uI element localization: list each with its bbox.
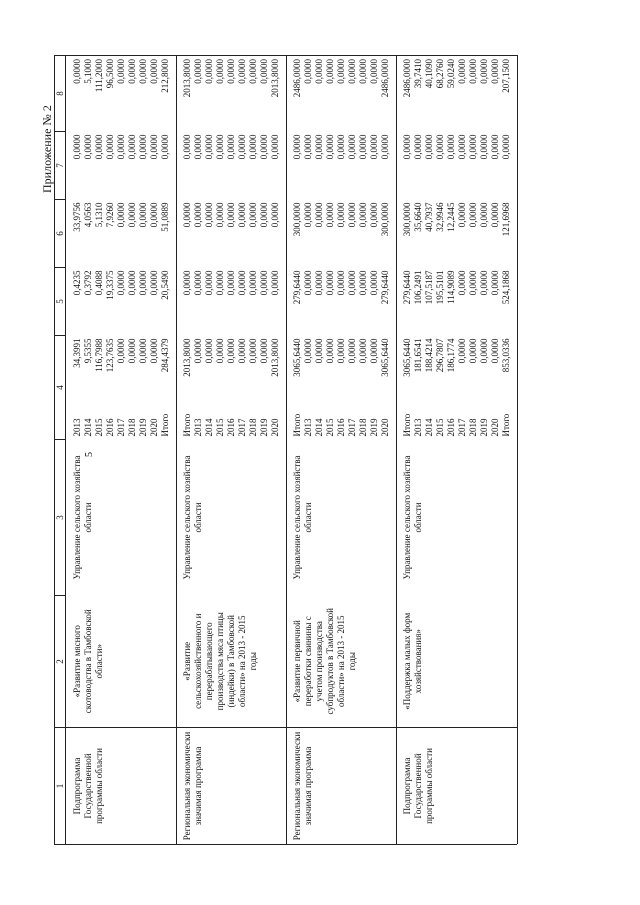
- value-cell: 0,0000: [204, 270, 214, 296]
- value-cell: 0,0000: [303, 202, 313, 228]
- value-cell: 0,0000: [149, 338, 159, 364]
- value-cell: 2020: [380, 418, 390, 437]
- year-list: [287, 404, 397, 440]
- value-cell: 0,0000: [127, 338, 137, 364]
- value-cell: 0,0000: [468, 202, 478, 228]
- value-cell: 0,0000: [204, 338, 214, 364]
- value-cell: 0,0000: [237, 270, 247, 296]
- value-cell: 0,0000: [347, 202, 357, 228]
- value-cell: 195,5101: [435, 270, 445, 305]
- value-cell: 0,0000: [325, 59, 335, 84]
- value-cell: 2016: [226, 418, 236, 437]
- col6-values: [66, 200, 177, 268]
- value-cell: 0,0000: [149, 270, 159, 296]
- value-cell: 3065,6440: [292, 338, 302, 377]
- value-cell: 40,1090: [424, 59, 434, 89]
- value-cell: 188,4214: [424, 338, 434, 373]
- value-cell: 114,9089: [446, 270, 456, 304]
- value-cell: 0,0000: [237, 202, 247, 228]
- value-cell: 2018: [127, 418, 137, 437]
- value-cell: 2013,8000: [270, 338, 280, 377]
- value-cell: 40,7937: [424, 202, 434, 232]
- value-cell: 0,0000: [457, 270, 467, 296]
- value-cell: 0,0000: [259, 270, 269, 296]
- value-cell: 107,5187: [424, 270, 434, 305]
- value-cell: 0,0000: [303, 59, 313, 84]
- value-cell: 0,0000: [325, 270, 335, 296]
- value-cell: 0,0000: [424, 134, 434, 160]
- value-cell: 0,0000: [138, 270, 148, 296]
- value-cell: 0,0000: [204, 202, 214, 228]
- value-cell: 2014: [314, 418, 324, 437]
- value-cell: 0,0000: [138, 338, 148, 364]
- value-cell: 0,0000: [490, 59, 500, 84]
- value-cell: 0,0000: [435, 134, 445, 160]
- value-cell: 0,0000: [468, 338, 478, 364]
- program-executor: Управление сельского хозяйства области: [397, 440, 518, 596]
- value-cell: 0,0000: [204, 59, 214, 84]
- value-cell: 0,0000: [369, 134, 379, 160]
- column-number-6: 6: [55, 200, 66, 268]
- col8-values: [397, 56, 518, 132]
- program-name: «Развитие сельскохозяйственного и перерабатывающего производства мяса птицы (индейки) в Тамбовской области» на 2013 - 2015 годы: [177, 596, 287, 728]
- column-number-7: 7: [55, 132, 66, 200]
- column-number-4: 4: [55, 336, 66, 440]
- value-cell: 0,0000: [479, 59, 489, 84]
- value-cell: 0,0000: [270, 202, 280, 228]
- col8-values: [177, 56, 287, 132]
- value-cell: 0,0000: [479, 270, 489, 296]
- col8-values: [287, 56, 397, 132]
- value-cell: 2019: [259, 418, 269, 437]
- value-cell: 0,0000: [314, 338, 324, 364]
- value-cell: 0,0000: [314, 59, 324, 84]
- value-cell: 0,0000: [149, 59, 159, 84]
- value-cell: 300,0000: [402, 202, 412, 237]
- value-cell: 0,0000: [336, 270, 346, 296]
- value-cell: 0,0000: [325, 134, 335, 160]
- value-cell: 0,0000: [226, 134, 236, 160]
- table-row: [287, 56, 397, 845]
- value-cell: 0,0000: [116, 338, 126, 364]
- value-cell: 0,0000: [347, 59, 357, 84]
- value-cell: 32,9946: [435, 202, 445, 232]
- value-cell: 300,0000: [292, 202, 302, 237]
- column-number-row: [55, 56, 66, 845]
- col4-values: [287, 336, 397, 404]
- col7-values: [397, 132, 518, 200]
- value-cell: 2020: [149, 418, 159, 437]
- program-executor: Управление сельского хозяйства области: [177, 440, 287, 596]
- value-cell: 524,1868: [501, 270, 511, 305]
- value-cell: 2486,0000: [292, 59, 302, 98]
- value-cell: 0,0000: [369, 338, 379, 364]
- value-cell: 0,0000: [413, 134, 423, 160]
- value-cell: 0,0000: [226, 202, 236, 228]
- value-cell: 19,3375: [105, 270, 115, 300]
- col5-values: [397, 268, 518, 336]
- value-cell: 111,2000: [94, 59, 104, 93]
- value-cell: 2020: [270, 418, 280, 437]
- value-cell: 2016: [446, 418, 456, 437]
- value-cell: 0,0000: [380, 134, 390, 160]
- value-cell: 0,0000: [347, 338, 357, 364]
- value-cell: 0,0000: [138, 202, 148, 228]
- value-cell: 2014: [424, 418, 434, 437]
- value-cell: 0,4088: [94, 270, 104, 296]
- table-row: [66, 56, 177, 845]
- value-cell: 0,0000: [336, 59, 346, 84]
- value-cell: 0,0000: [457, 202, 467, 228]
- value-cell: 0,0000: [83, 134, 93, 160]
- value-cell: Итого: [292, 413, 302, 437]
- col6-values: [287, 200, 397, 268]
- value-cell: 0,0000: [490, 338, 500, 364]
- value-cell: 0,0000: [127, 270, 137, 296]
- value-cell: 2018: [358, 418, 368, 437]
- value-cell: 0,0000: [160, 134, 170, 160]
- page-number: 5: [84, 452, 95, 457]
- value-cell: 0,0000: [138, 59, 148, 84]
- value-cell: 0,0000: [457, 338, 467, 364]
- column-number-1: 1: [55, 728, 66, 845]
- value-cell: 186,1774: [446, 338, 456, 373]
- value-cell: 0,0000: [358, 202, 368, 228]
- value-cell: 279,6440: [402, 270, 412, 305]
- value-cell: 3065,6440: [402, 338, 412, 377]
- value-cell: 300,0000: [380, 202, 390, 237]
- value-cell: 12,2445: [446, 202, 456, 232]
- value-cell: 0,0000: [193, 59, 203, 84]
- program-name: «Развитие первичной переработки свинины с учетом производства субпродуктов в Тамбовской области» на 2013 - 2015 годы: [287, 596, 397, 728]
- value-cell: 2013: [193, 418, 203, 437]
- value-cell: 0,0000: [72, 134, 82, 160]
- value-cell: 0,0000: [237, 134, 247, 160]
- value-cell: 2018: [468, 418, 478, 437]
- value-cell: Итого: [182, 413, 192, 437]
- value-cell: 0,0000: [193, 270, 203, 296]
- col4-values: [66, 336, 177, 404]
- value-cell: 0,0000: [94, 134, 104, 160]
- value-cell: 20,5490: [160, 270, 170, 300]
- value-cell: 0,0000: [215, 270, 225, 296]
- value-cell: 0,0000: [182, 202, 192, 228]
- value-cell: 0,0000: [215, 134, 225, 160]
- program-name: «Поддержка малых форм хозяйствования»: [397, 596, 518, 728]
- value-cell: 0,0000: [127, 134, 137, 160]
- value-cell: 0,0000: [314, 270, 324, 296]
- value-cell: 2015: [94, 418, 104, 437]
- value-cell: 0,0000: [248, 270, 258, 296]
- value-cell: 0,0000: [292, 134, 302, 160]
- column-number-2: 2: [55, 596, 66, 728]
- year-list: [177, 404, 287, 440]
- value-cell: 2019: [369, 418, 379, 437]
- value-cell: 2013: [72, 418, 82, 437]
- value-cell: 2486,0000: [380, 59, 390, 98]
- col7-values: [66, 132, 177, 200]
- value-cell: 2014: [83, 418, 93, 437]
- value-cell: 7,9260: [105, 202, 115, 228]
- value-cell: 0,0000: [358, 270, 368, 296]
- value-cell: 2013,8000: [182, 59, 192, 98]
- value-cell: 39,7410: [413, 59, 423, 89]
- value-cell: 59,0240: [446, 59, 456, 89]
- value-cell: 0,0000: [149, 202, 159, 228]
- value-cell: Итого: [160, 413, 170, 437]
- value-cell: 0,0000: [127, 202, 137, 228]
- value-cell: 0,0000: [490, 270, 500, 296]
- value-cell: 0,0000: [215, 59, 225, 84]
- value-cell: 35,6640: [413, 202, 423, 232]
- value-cell: 0,0000: [325, 202, 335, 228]
- value-cell: 0,0000: [237, 338, 247, 364]
- value-cell: 0,0000: [226, 338, 236, 364]
- column-number-3: 3: [55, 440, 66, 596]
- col4-values: [397, 336, 518, 404]
- value-cell: 121,6968: [501, 202, 511, 237]
- value-cell: 2013,8000: [182, 338, 192, 377]
- value-cell: 2017: [347, 418, 357, 437]
- value-cell: 0,0000: [479, 202, 489, 228]
- value-cell: 0,0000: [336, 202, 346, 228]
- value-cell: 3065,6440: [380, 338, 390, 377]
- value-cell: 0,3792: [83, 270, 93, 296]
- value-cell: 51,0889: [160, 202, 170, 232]
- value-cell: 2015: [435, 418, 445, 437]
- value-cell: 0,0000: [369, 202, 379, 228]
- value-cell: 2020: [490, 418, 500, 437]
- value-cell: 0,0000: [116, 202, 126, 228]
- value-cell: 279,6440: [292, 270, 302, 305]
- value-cell: 0,0000: [193, 202, 203, 228]
- value-cell: 2013: [413, 418, 423, 437]
- value-cell: 0,0000: [204, 134, 214, 160]
- value-cell: 2015: [215, 418, 225, 437]
- value-cell: 2013: [303, 418, 313, 437]
- value-cell: 0,0000: [402, 134, 412, 160]
- col5-values: [66, 268, 177, 336]
- value-cell: 0,0000: [149, 134, 159, 160]
- value-cell: 0,0000: [457, 134, 467, 160]
- value-cell: 2016: [336, 418, 346, 437]
- col8-values: [66, 56, 177, 132]
- value-cell: 5,1310: [94, 202, 104, 228]
- value-cell: 207,1500: [501, 59, 511, 93]
- col6-values: [397, 200, 518, 268]
- value-cell: 0,0000: [303, 134, 313, 160]
- value-cell: 2486,0000: [402, 59, 412, 98]
- value-cell: 853,0336: [501, 338, 511, 373]
- value-cell: 0,0000: [226, 270, 236, 296]
- value-cell: 0,0000: [270, 134, 280, 160]
- value-cell: 0,0000: [303, 338, 313, 364]
- col4-values: [177, 336, 287, 404]
- value-cell: 0,0000: [270, 270, 280, 296]
- value-cell: 0,0000: [182, 134, 192, 160]
- value-cell: 0,0000: [490, 134, 500, 160]
- value-cell: 2015: [325, 418, 335, 437]
- value-cell: 0,0000: [468, 270, 478, 296]
- value-cell: 0,0000: [116, 134, 126, 160]
- value-cell: 2016: [105, 418, 115, 437]
- value-cell: 0,0000: [479, 338, 489, 364]
- value-cell: 0,0000: [215, 202, 225, 228]
- value-cell: 0,0000: [72, 59, 82, 84]
- table-body: [66, 56, 518, 845]
- year-list: [66, 404, 177, 440]
- table-row: [397, 56, 518, 845]
- column-number-5: 5: [55, 268, 66, 336]
- value-cell: 33,9756: [72, 202, 82, 232]
- value-cell: 181,6541: [413, 338, 423, 373]
- value-cell: 0,0000: [358, 338, 368, 364]
- value-cell: 0,0000: [248, 134, 258, 160]
- value-cell: 0,0000: [457, 59, 467, 84]
- value-cell: 0,0000: [490, 202, 500, 228]
- value-cell: 2017: [116, 418, 126, 437]
- value-cell: 0,0000: [369, 59, 379, 84]
- value-cell: 0,0000: [193, 338, 203, 364]
- program-type: Подпрограмма Государственной программы области: [397, 728, 518, 845]
- value-cell: 0,0000: [358, 59, 368, 84]
- table-bottom-border: [517, 56, 518, 845]
- value-cell: 0,0000: [127, 59, 137, 84]
- col7-values: [177, 132, 287, 200]
- value-cell: 0,0000: [105, 134, 115, 160]
- value-cell: 0,0000: [248, 338, 258, 364]
- appendix-title: Приложение № 2: [40, 105, 54, 193]
- value-cell: 2019: [138, 418, 148, 437]
- value-cell: 0,0000: [347, 134, 357, 160]
- value-cell: 2019: [479, 418, 489, 437]
- program-name: «Развитие мясного скотоводства в Тамбовской области»: [72, 609, 104, 714]
- value-cell: 0,0000: [138, 134, 148, 160]
- column-number-8: 8: [55, 56, 66, 132]
- value-cell: 0,0000: [259, 134, 269, 160]
- value-cell: 0,0000: [116, 270, 126, 296]
- program-type: Региональная экономически значимая программа: [287, 728, 397, 845]
- value-cell: 0,0000: [325, 338, 335, 364]
- value-cell: 0,4235: [72, 270, 82, 296]
- value-cell: 5,1000: [83, 59, 93, 84]
- value-cell: 4,0563: [83, 202, 93, 228]
- value-cell: 2013,8000: [270, 59, 280, 98]
- value-cell: 0,0000: [193, 134, 203, 160]
- value-cell: 0,0000: [336, 338, 346, 364]
- value-cell: 123,7635: [105, 338, 115, 373]
- value-cell: 0,0000: [248, 59, 258, 84]
- value-cell: 0,0000: [248, 202, 258, 228]
- value-cell: 0,0000: [182, 270, 192, 296]
- value-cell: 0,0000: [468, 59, 478, 84]
- col5-values: [287, 268, 397, 336]
- value-cell: 116,7988: [94, 338, 104, 372]
- value-cell: 0,0000: [501, 134, 511, 160]
- value-cell: 0,0000: [358, 134, 368, 160]
- value-cell: Итого: [402, 413, 412, 437]
- value-cell: 2018: [248, 418, 258, 437]
- program-executor: Управление сельского хозяйства области: [287, 440, 397, 596]
- table-row: [177, 56, 287, 845]
- value-cell: 0,0000: [259, 59, 269, 84]
- value-cell: 0,0000: [468, 134, 478, 160]
- value-cell: 106,2491: [413, 270, 423, 305]
- value-cell: 212,8000: [160, 59, 170, 93]
- program-type: Региональная экономически значимая программа: [177, 728, 287, 845]
- value-cell: 0,0000: [479, 134, 489, 160]
- value-cell: 34,3991: [72, 338, 82, 368]
- value-cell: 0,0000: [116, 59, 126, 84]
- program-table: [54, 55, 518, 845]
- value-cell: 0,0000: [314, 134, 324, 160]
- value-cell: 9,5355: [83, 338, 93, 364]
- col6-values: [177, 200, 287, 268]
- value-cell: 0,0000: [369, 270, 379, 296]
- value-cell: 0,0000: [314, 202, 324, 228]
- value-cell: 0,0000: [226, 59, 236, 84]
- value-cell: Итого: [501, 413, 511, 437]
- value-cell: 0,0000: [303, 270, 313, 296]
- year-list: [397, 404, 518, 440]
- program-executor: Управление сельского хозяйства области: [72, 455, 93, 580]
- value-cell: 68,2760: [435, 59, 445, 89]
- value-cell: 2017: [457, 418, 467, 437]
- value-cell: 0,0000: [259, 202, 269, 228]
- value-cell: 2014: [204, 418, 214, 437]
- value-cell: 0,0000: [237, 59, 247, 84]
- value-cell: 0,0000: [259, 338, 269, 364]
- value-cell: 0,0000: [215, 338, 225, 364]
- col5-values: [177, 268, 287, 336]
- col7-values: [287, 132, 397, 200]
- value-cell: 96,5000: [105, 59, 115, 89]
- value-cell: 0,0000: [446, 134, 456, 160]
- value-cell: 279,6440: [380, 270, 390, 305]
- value-cell: 284,4379: [160, 338, 170, 373]
- program-type: Подпрограмма Государственной программы области: [66, 728, 177, 845]
- value-cell: 0,0000: [336, 134, 346, 160]
- value-cell: 296,7807: [435, 338, 445, 373]
- value-cell: 2017: [237, 418, 247, 437]
- value-cell: 0,0000: [347, 270, 357, 296]
